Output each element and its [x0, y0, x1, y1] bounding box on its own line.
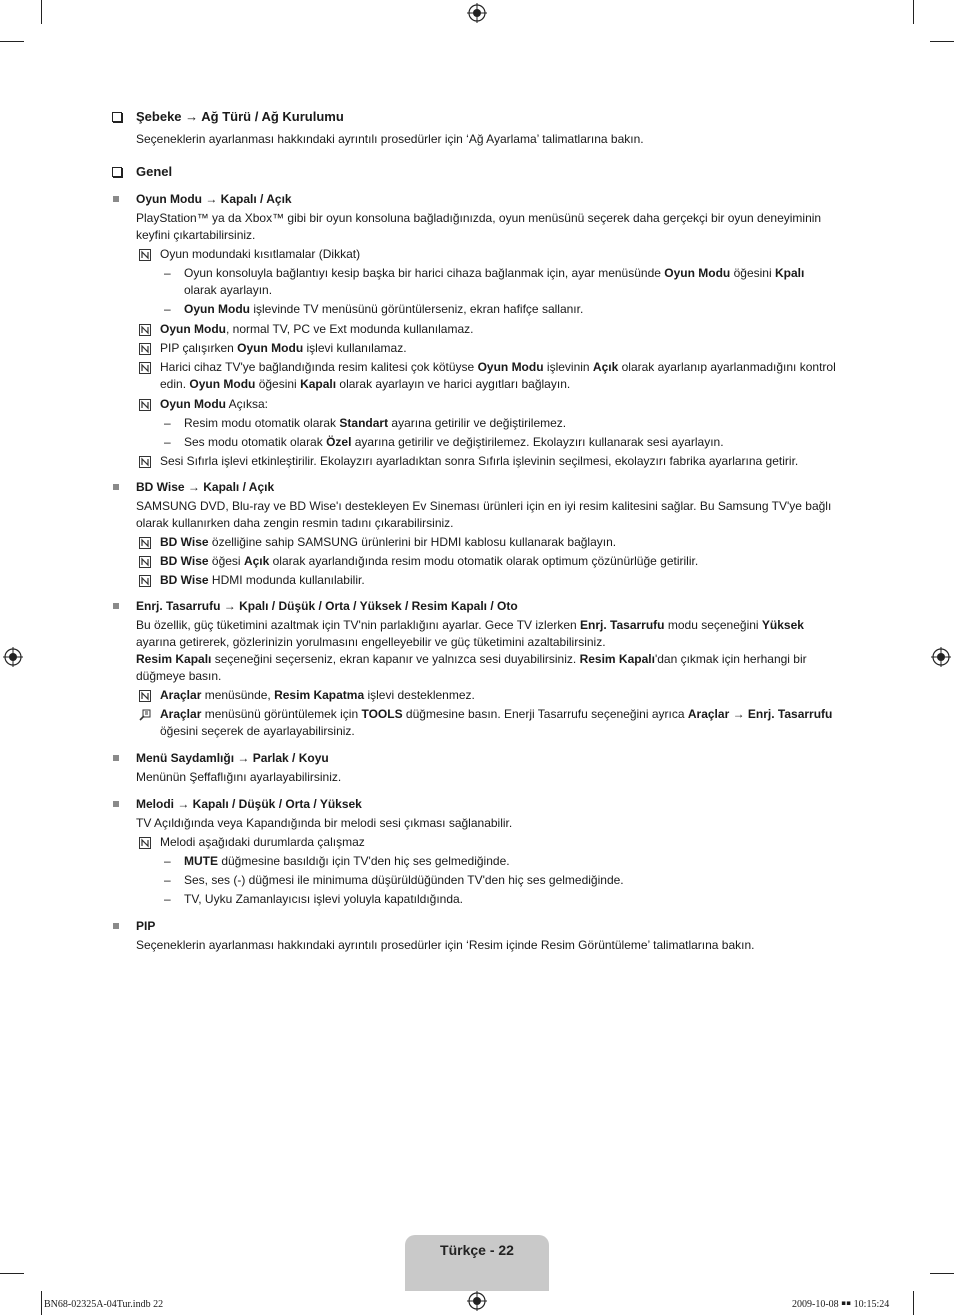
note-icon [139, 362, 151, 374]
registration-mark-icon [467, 3, 487, 23]
note-icon [139, 343, 151, 355]
dash-item: – Oyun Modu işlevinde TV menüsünü görüntülerseniz, ekran hafifçe sallanır. [164, 302, 584, 316]
square-bullet-icon [113, 755, 119, 761]
setting-description: PlayStation™ ya da Xbox™ gibi bir oyun konsoluna bağladığınızda, oyun menüsünü seçerek daha gerçekçi bir oyun deneyiminin keyfini çıkartabilirsiniz. [136, 211, 822, 242]
note-item: PIP çalışırken Oyun Modu işlevi kullanılamaz. [112, 340, 836, 357]
note-item: Melodi aşağıdaki durumlarda çalışmaz [112, 834, 836, 851]
square-bullet-icon [113, 484, 119, 490]
square-bullet-icon [113, 801, 119, 807]
section-heading-network: Şebeke → Ağ Türü / Ağ Kurulumu [112, 108, 836, 126]
page-label: Türkçe - 22 [440, 1242, 514, 1258]
setting-description: SAMSUNG DVD, Blu-ray ve BD Wise'ı destekleyen Ev Sineması ürünleri için en iyi resim kalitesini sağlar. Bu Samsung TV'ye bağlı olarak kullanırken daha zengin resmin tadını çıkarabilirsiniz. [136, 499, 832, 530]
note-icon [139, 837, 151, 849]
dash-marker: – [164, 892, 171, 906]
dash-marker: – [164, 302, 171, 316]
note-item: BD Wise özelliğine sahip SAMSUNG ürünlerini bir HDMI kablosu kullanarak bağlayın. [112, 534, 836, 551]
note-item: Harici cihaz TV'ye bağlandığında resim kalitesi çok kötüyse Oyun Modu işlevinin Açık olarak ayarlanıp ayarlanmadığını kontrol edin. Oyun Modu öğesini Kapalı olarak ayarlayın ve harici aygıtları bağlayın. [112, 359, 836, 393]
setting-heading-energy-saving: Enrj. Tasarrufu → Kpalı / Düşük / Orta / Yüksek / Resim Kapalı / Oto [112, 598, 836, 615]
registration-mark-icon [467, 1291, 487, 1311]
dash-marker: – [164, 873, 171, 887]
manual-content [112, 108, 836, 954]
crop-mark [0, 1273, 24, 1274]
setting-description: Bu özellik, güç tüketimini azaltmak için TV'nin parlaklığını ayarlar. Gece TV izlerken Enrj. Tasarrufu modu seçeneğini Yüksek ayarına getirerek, gözlerinizin yorulmasını engelleyebilir ve güç tüketimini azaltabilirsiniz. [136, 618, 804, 649]
dash-marker: – [164, 416, 171, 430]
note-icon [139, 456, 151, 468]
note-item: BD Wise HDMI modunda kullanılabilir. [112, 572, 836, 589]
square-bullet-icon [113, 923, 119, 929]
checkbox-bullet-icon [112, 167, 122, 177]
crop-mark [930, 1273, 954, 1274]
tools-note-item: Araçlar menüsünü görüntülemek için TOOLS düğmesine basın. Enerji Tasarrufu seçeneğini ayrıca Araçlar → Enrj. Tasarrufu öğesini seçerek de ayarlayabilirsiniz. [112, 706, 836, 740]
setting-heading-game-mode: Oyun Modu → Kapalı / Açık [112, 191, 836, 208]
dash-item: – Ses modu otomatik olarak Özel ayarına getirilir ve değiştirilemez. Ekolayzırı kullanarak sesi ayarlayın. [164, 435, 724, 449]
section-heading-general: Genel [112, 163, 836, 181]
crop-mark [913, 0, 914, 24]
note-item: BD Wise öğesi Açık olarak ayarlandığında resim modu otomatik olarak optimum çözünürlüğe getirilir. [112, 553, 836, 570]
note-icon [139, 537, 151, 549]
note-icon [139, 556, 151, 568]
dash-item: – MUTE düğmesine basıldığı için TV'den hiç ses gelmediğinde. [164, 854, 510, 868]
setting-heading-bd-wise: BD Wise → Kapalı / Açık [112, 479, 836, 496]
dash-item: – Ses, ses (-) düğmesi ile minimuma düşürüldüğünden TV'den hiç ses gelmediğinde. [164, 873, 624, 887]
note-item: Oyun modundaki kısıtlamalar (Dikkat) [112, 246, 836, 263]
note-item: Oyun Modu, normal TV, PC ve Ext modunda kullanılamaz. [112, 321, 836, 338]
setting-heading-menu-transparency: Menü Saydamlığı → Parlak / Koyu [112, 750, 836, 767]
print-timestamp: 2009-10-08 ￭￭ 10:15:24 [792, 1299, 890, 1310]
note-icon [139, 249, 151, 261]
note-icon [139, 324, 151, 336]
note-item: Sesi Sıfırla işlevi etkinleştirilir. Ekolayzırı ayarladıktan sonra Sıfırla işlevinin seçilmesi, ekolayzırı fabrika ayarlarına getirir. [112, 453, 836, 470]
checkbox-bullet-icon [112, 112, 122, 122]
note-icon [139, 690, 151, 702]
note-item: Araçlar menüsünde, Resim Kapatma işlevi desteklenmez. [112, 687, 836, 704]
note-icon [139, 399, 151, 411]
square-bullet-icon [113, 603, 119, 609]
dash-marker: – [164, 266, 171, 280]
setting-description: Menünün Şeffaflığını ayarlayabilirsiniz. [136, 770, 342, 784]
page-number-tab [405, 1235, 549, 1291]
crop-mark [913, 1291, 914, 1315]
dash-item: – TV, Uyku Zamanlayıcısı işlevi yoluyla kapatıldığında. [164, 892, 464, 906]
section-description: Seçeneklerin ayarlanması hakkındaki ayrıntılı prosedürler için ‘Ağ Ayarlama’ talimatlarına bakın. [136, 132, 644, 146]
dash-marker: – [164, 854, 171, 868]
dash-marker: – [164, 435, 171, 449]
setting-description: TV Açıldığında veya Kapandığında bir melodi sesi çıkması sağlanabilir. [136, 816, 513, 830]
setting-heading-melody: Melodi → Kapalı / Düşük / Orta / Yüksek [112, 796, 836, 813]
crop-mark [41, 0, 42, 24]
tools-icon [139, 709, 151, 721]
crop-mark [41, 1291, 42, 1315]
crop-mark [0, 41, 24, 42]
setting-description: Resim Kapalı seçeneğini seçerseniz, ekran kapanır ve yalnızca sesi duyabilirsiniz. Resim Kapalı'dan çıkmak için herhangi bir düğmeye basın. [136, 652, 807, 683]
registration-mark-icon [931, 647, 951, 667]
dash-item: – Resim modu otomatik olarak Standart ayarına getirilir ve değiştirilemez. [164, 416, 567, 430]
note-item: Oyun Modu Açıksa: [112, 396, 836, 413]
note-icon [139, 575, 151, 587]
dash-item: – Oyun konsoluyla bağlantıyı kesip başka bir harici cihaza bağlanmak için, ayar menüsünde Oyun Modu öğesini Kpalı olarak ayarlayın. [164, 266, 805, 297]
registration-mark-icon [3, 647, 23, 667]
setting-heading-pip: PIP [112, 918, 836, 935]
square-bullet-icon [113, 196, 119, 202]
crop-mark [930, 41, 954, 42]
print-file-info: BN68-02325A-04Tur.indb 22 [44, 1299, 164, 1310]
setting-description: Seçeneklerin ayarlanması hakkındaki ayrıntılı prosedürler için ‘Resim içinde Resim Görüntüleme’ talimatlarına bakın. [136, 938, 755, 952]
